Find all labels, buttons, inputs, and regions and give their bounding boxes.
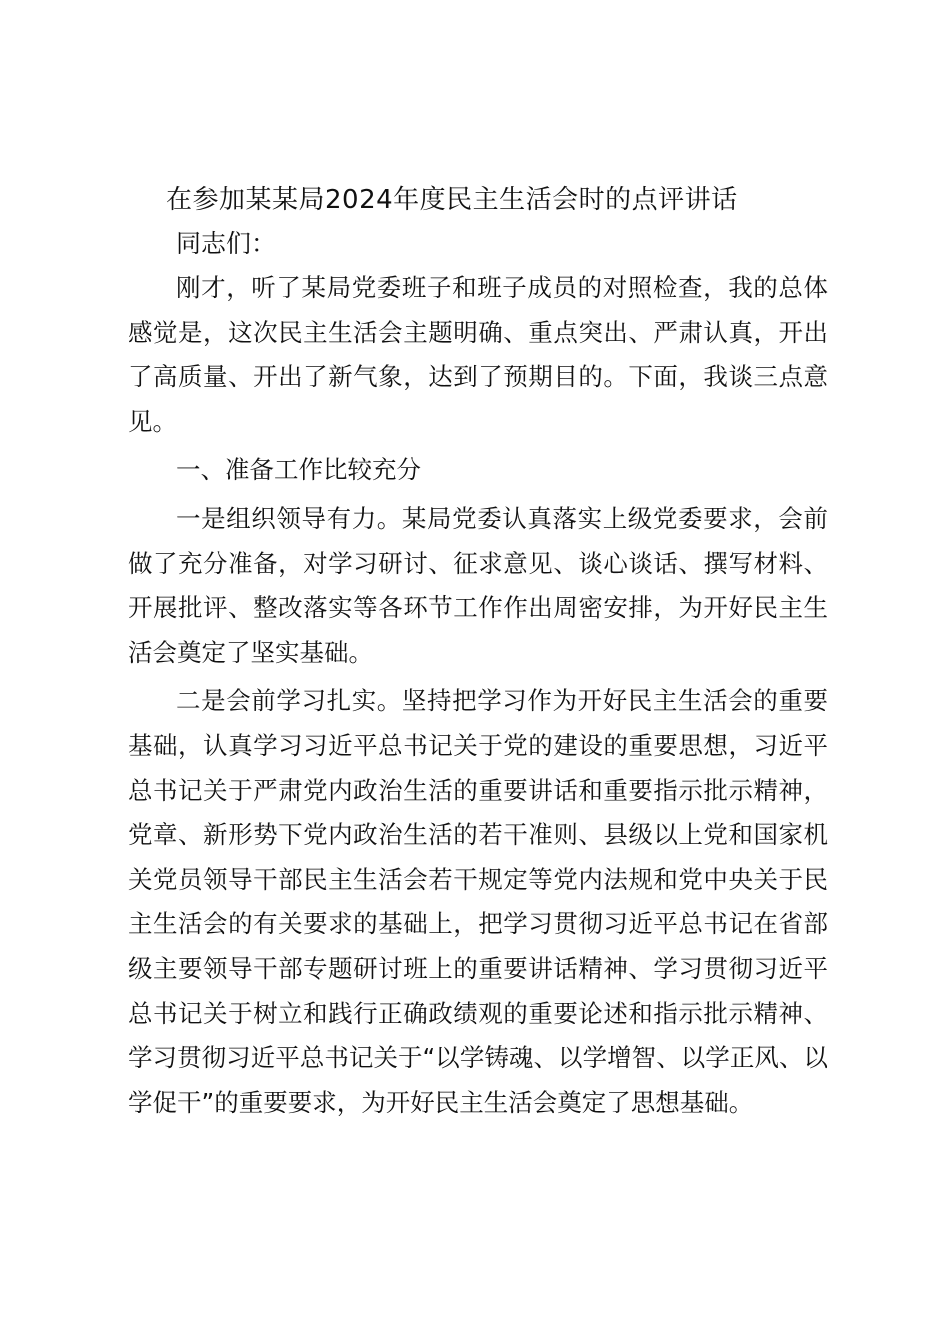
salutation: 同志们：: [176, 229, 277, 258]
intro-paragraph: 刚才，听了某局党委班子和班子成员的对照检查，我的总体感觉是，这次民主生活会主题明确、重点突出、严肃认真，开出了高质量、开出了新气象，达到了预期目的。下面，我谈三点意见。: [128, 273, 828, 436]
point-1-paragraph: 一是组织领导有力。某局党委认真落实上级党委要求，会前做了充分准备，对学习研讨、征求意见、谈心谈话、撰写材料、开展批评、整改落实等各环节工作作出周密安排，为开好民主生活会奠定了坚实基础。: [128, 503, 828, 667]
document-body: [128, 178, 828, 1125]
section-heading-1: 一、准备工作比较充分: [176, 455, 421, 485]
document-title: 在参加某某局2024年度民主生活会时的点评讲话: [166, 185, 738, 215]
point-2-paragraph: 二是会前学习扎实。坚持把学习作为开好民主生活会的重要基础，认真学习习近平总书记关于党的建设的重要思想，习近平总书记关于严肃党内政治生活的重要讲话和重要指示批示精神，党章、新形势下党内政治生活的若干准则、县级以上党和国家机关党员领导干部民主生活会若干规定等党内法规和党中央关于民主生活会的有关要求的基础上，把学习贯彻习近平总书记在省部级主要领导干部专题研讨班上的重要讲话精神、学习贯彻习近平总书记关于树立和践行正确政绩观的重要论述和指示批示精神、学习贯彻习近平总书记关于“以学铸魂、以学增智、以学正风、以学促干”的重要要求，为开好民主生活会奠定了思想基础。: [128, 686, 828, 1117]
